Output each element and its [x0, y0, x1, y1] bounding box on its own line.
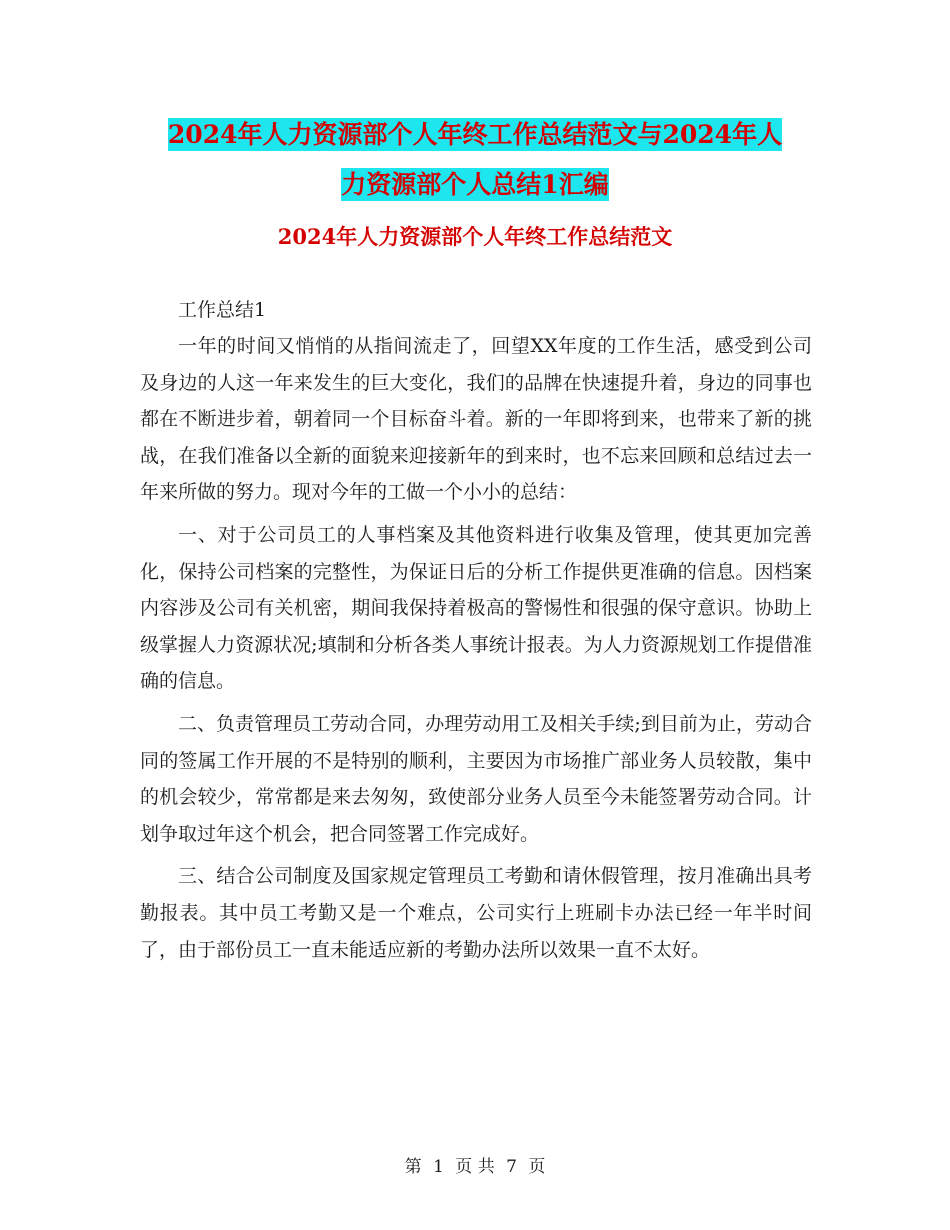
- paragraph-item-2: 二、负责管理员工劳动合同，办理劳动用工及相关手续;到目前为止，劳动合同的签属工作开展的不是特别的顺利，主要因为市场推广部业务人员较散，集中的机会较少，常常都是来去匆匆，致使部分业务人员至今未能签署劳动合同。计划争取过年这个机会，把合同签署工作完成好。: [140, 712, 812, 845]
- footer-middle: 页 共: [455, 1157, 495, 1177]
- footer-prefix: 第: [404, 1157, 422, 1177]
- document-body: [140, 292, 812, 968]
- paragraph-item-3: 三、结合公司制度及国家规定管理员工考勤和请休假管理，按月准确出具考勤报表。其中员工考勤又是一个难点，公司实行上班刷卡办法已经一年半时间了，由于部份员工一直未能适应新的考勤办法所以效果一直不太好。: [140, 865, 812, 961]
- section-title: 2024年人力资源部个人年终工作总结范文: [277, 224, 673, 249]
- footer-current-page: 1: [433, 1157, 444, 1177]
- footer-total-pages: 7: [506, 1157, 517, 1177]
- paragraph-item-1: 一、对于公司员工的人事档案及其他资料进行收集及管理，使其更加完善化，保持公司档案的完整性，为保证日后的分析工作提供更准确的信息。因档案内容涉及公司有关机密，期间我保持着极高的警惕性和很强的保守意识。协助上级掌握人力资源状况;填制和分析各类人事统计报表。为人力资源规划工作提借准确的信息。: [140, 523, 812, 693]
- paragraph-intro: 一年的时间又悄悄的从指间流走了，回望XX年度的工作生活，感受到公司及身边的人这一年来发生的巨大变化，我们的品牌在快速提升着，身边的同事也都在不断进步着，朝着同一个目标奋斗着。新的一年即将到来，也带来了新的挑战，在我们准备以全新的面貌来迎接新年的到来时，也不忘来回顾和总结过去一年来所做的努力。现对今年的工做一个小小的总结：: [140, 335, 812, 504]
- title-line-2: 力资源部个人总结1汇编: [341, 170, 609, 199]
- title-line-1: 2024年人力资源部个人年终工作总结范文与2024年人: [167, 120, 783, 149]
- footer-suffix: 页: [528, 1157, 546, 1177]
- section-label: 工作总结1: [178, 299, 267, 321]
- page-footer: [0, 1152, 950, 1177]
- document-title: [140, 110, 810, 210]
